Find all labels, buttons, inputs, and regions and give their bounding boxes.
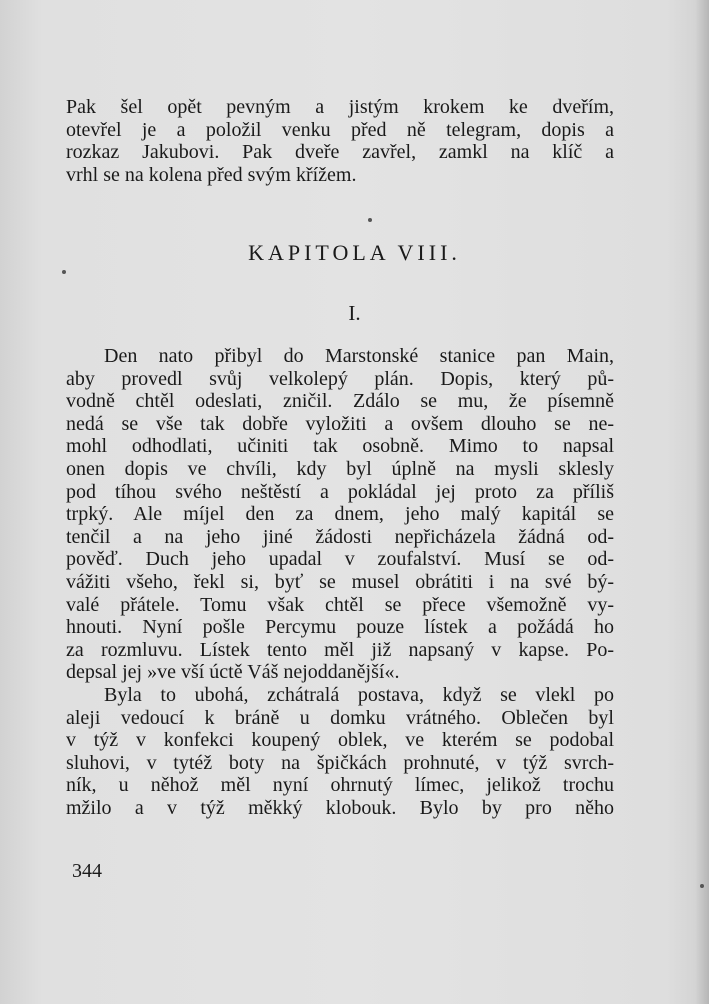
page-number: 344 [72, 860, 102, 882]
text-line: ník, u něhož měl nyní ohrnutý límec, jelikož trochu [66, 774, 614, 797]
text-line: vážiti všeho, řekl si, byť se musel obrátiti i na své bý- [66, 570, 614, 593]
text-line: vodně chtěl odeslati, zničil. Zdálo se mu, že písemně [66, 390, 614, 413]
section-number: I. [348, 301, 361, 325]
text-line: v týž v konfekci koupený oblek, ve kterém se podobal [66, 729, 614, 752]
text-line: valé přátele. Tomu však chtěl se přece všemožně vy- [66, 593, 614, 616]
text-line: pod tíhou svého neštěstí a pokládal jej proto za příliš [66, 480, 614, 503]
text-line: aby provedl svůj velkolepý plán. Dopis, který pů- [66, 367, 614, 390]
text-line: mohl odhodlati, učiniti tak osobně. Mimo to napsal [66, 435, 614, 458]
text-line: Byla to ubohá, zchátralá postava, když se vlekl po [104, 683, 614, 706]
text-line: vrhl se na kolena před svým křížem. [66, 163, 357, 186]
text-line: nedá se vše tak dobře vyložiti a ovšem dlouho se ne- [66, 412, 614, 435]
text-line: otevřel je a položil venku před ně telegram, dopis a [66, 118, 614, 141]
text-line: Pak šel opět pevným a jistým krokem ke dveřím, [66, 96, 614, 118]
print-speck [368, 218, 372, 222]
paragraph-1 [66, 345, 614, 684]
text-line: depsal jej »ve vší úctě Váš nejoddanější«. [66, 661, 400, 684]
opening-text-block [66, 96, 614, 186]
print-speck [700, 884, 704, 888]
text-line: rozkaz Jakubovi. Pak dveře zavřel, zamkl na klíč a [66, 141, 614, 164]
text-line: pověď. Duch jeho upadal v zoufalství. Musí se od- [66, 548, 614, 571]
text-line: za rozmluvu. Lístek tento měl již napsaný v kapse. Po- [66, 638, 614, 661]
page-edge-shadow [695, 0, 709, 1004]
text-line: hnouti. Nyní pošle Percymu pouze lístek a požádá ho [66, 616, 614, 639]
print-speck [62, 270, 66, 274]
text-line: Den nato přibyl do Marstonské stanice pan Main, [104, 345, 614, 367]
body-text-block [66, 345, 614, 819]
text-line: onen dopis ve chvíli, kdy byl úplně na mysli sklesly [66, 457, 614, 480]
text-line: tenčil a na jeho jiné žádosti nepřicházela žádná od- [66, 525, 614, 548]
paragraph-2 [66, 684, 614, 820]
text-line: sluhovi, v tytéž boty na špičkách prohnuté, v týž svrch- [66, 751, 614, 774]
chapter-title: KAPITOLA VIII. [248, 240, 461, 265]
text-line: mžilo a v týž měkký klobouk. Bylo by pro něho [66, 796, 614, 819]
text-line: trpký. Ale míjel den za dnem, jeho malý kapitál se [66, 503, 614, 526]
text-line: aleji vedoucí k bráně u domku vrátného. Oblečen byl [66, 706, 614, 729]
opening-paragraph [66, 96, 614, 186]
